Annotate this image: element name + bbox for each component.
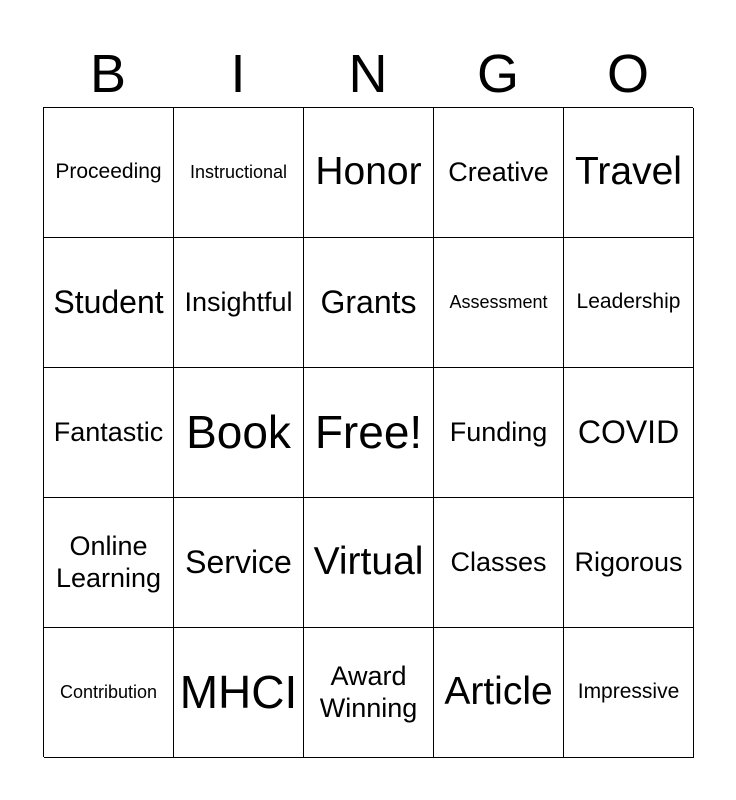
- header-letter-n: N: [348, 44, 388, 104]
- bingo-cell-r3c5[interactable]: COVID: [564, 368, 694, 498]
- bingo-cell-r4c2[interactable]: Service: [174, 498, 304, 628]
- bingo-cell-r1c4[interactable]: Creative: [434, 108, 564, 238]
- bingo-cell-r1c5[interactable]: Travel: [564, 108, 694, 238]
- header-letter-g: G: [476, 44, 519, 104]
- bingo-cell-r5c4[interactable]: Article: [434, 628, 564, 758]
- bingo-cell-r5c5[interactable]: Impressive: [564, 628, 694, 758]
- bingo-cell-r2c3[interactable]: Grants: [304, 238, 434, 368]
- bingo-cell-r5c1[interactable]: Contribution: [44, 628, 174, 758]
- bingo-cell-r4c5[interactable]: Rigorous: [564, 498, 694, 628]
- bingo-cell-r2c1[interactable]: Student: [44, 238, 174, 368]
- bingo-cell-r4c1[interactable]: Online Learning: [44, 498, 174, 628]
- bingo-cell-r1c1[interactable]: Proceeding: [44, 108, 174, 238]
- bingo-cell-r3c2[interactable]: Book: [174, 368, 304, 498]
- bingo-cell-r5c3[interactable]: Award Winning: [304, 628, 434, 758]
- bingo-cell-r2c5[interactable]: Leadership: [564, 238, 694, 368]
- bingo-cell-r3c4[interactable]: Funding: [434, 368, 564, 498]
- bingo-header: [43, 40, 693, 108]
- header-letter-b: B: [89, 44, 127, 104]
- bingo-cell-r3c3[interactable]: Free!: [304, 368, 434, 498]
- bingo-board: [43, 107, 693, 757]
- header-letter-o: O: [606, 44, 649, 104]
- bingo-cell-r2c2[interactable]: Insightful: [174, 238, 304, 368]
- bingo-cell-r1c2[interactable]: Instructional: [174, 108, 304, 238]
- bingo-cell-r4c4[interactable]: Classes: [434, 498, 564, 628]
- bingo-cell-r2c4[interactable]: Assessment: [434, 238, 564, 368]
- bingo-cell-r1c3[interactable]: Honor: [304, 108, 434, 238]
- header-letter-i: I: [230, 44, 246, 104]
- bingo-cell-r3c1[interactable]: Fantastic: [44, 368, 174, 498]
- bingo-cell-r4c3[interactable]: Virtual: [304, 498, 434, 628]
- bingo-cell-r5c2[interactable]: MHCI: [174, 628, 304, 758]
